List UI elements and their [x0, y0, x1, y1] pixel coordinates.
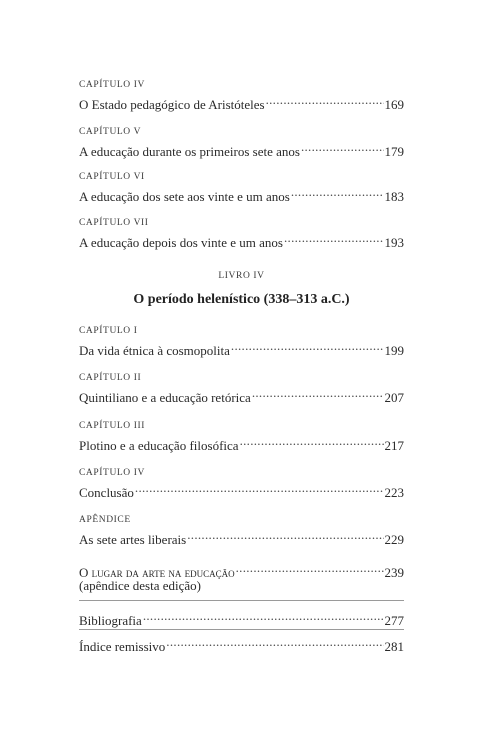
chapter-label: CAPÍTULO II	[79, 373, 142, 383]
chapter-title: Quintiliano e a educação retórica	[79, 390, 251, 405]
chapter-label: CAPÍTULO IV	[79, 80, 145, 90]
table-of-contents	[79, 0, 404, 753]
toc-line	[79, 138, 404, 159]
page-number: 281	[384, 639, 404, 654]
essay-subtitle: (apêndice desta edição)	[79, 578, 201, 593]
page-number: 223	[384, 485, 404, 500]
chapter-label: CAPÍTULO VI	[79, 172, 145, 182]
chapter-title: A educação depois dos vinte e um anos	[79, 235, 283, 250]
toc-entry	[79, 325, 404, 358]
toc-line	[79, 479, 404, 500]
dot-leader	[236, 559, 384, 577]
book-title: O período helenístico (338–313 a.C.)	[133, 292, 350, 307]
page-number: 277	[384, 613, 404, 628]
toc-entry-index	[79, 633, 404, 654]
toc-line	[79, 559, 404, 580]
chapter-label: CAPÍTULO III	[79, 421, 146, 431]
page-number: 179	[384, 144, 404, 159]
dot-leader	[231, 337, 384, 355]
dot-leader	[284, 229, 384, 247]
toc-line	[79, 91, 404, 112]
chapter-title: A educação dos sete aos vinte e um anos	[79, 189, 290, 204]
divider	[79, 629, 404, 630]
chapter-label: CAPÍTULO V	[79, 127, 142, 137]
toc-entry	[79, 126, 404, 159]
toc-entry	[79, 467, 404, 500]
appendix-title: As sete artes liberais	[79, 532, 187, 547]
dot-leader	[135, 479, 384, 497]
bibliography-title: Bibliografia	[79, 613, 142, 628]
chapter-title: O Estado pedagógico de Aristóteles	[79, 97, 265, 112]
toc-line	[79, 526, 404, 547]
toc-line	[79, 607, 404, 628]
chapter-title: A educação durante os primeiros sete anos	[79, 144, 300, 159]
page-number: 207	[384, 390, 404, 405]
chapter-title: Da vida étnica à cosmopolita	[79, 343, 230, 358]
page-number: 239	[384, 565, 404, 580]
toc-line	[79, 337, 404, 358]
chapter-title: Plotino e a educação filosófica	[79, 438, 239, 453]
page-number: 229	[384, 532, 404, 547]
page-number: 183	[384, 189, 404, 204]
dot-leader	[291, 183, 384, 201]
dot-leader	[240, 432, 384, 450]
toc-entry	[79, 79, 404, 112]
dot-leader	[301, 138, 384, 156]
toc-line	[79, 633, 404, 654]
index-title: Índice remissivo	[79, 639, 166, 654]
toc-entry-appendix	[79, 514, 404, 547]
appendix-label: APÊNDICE	[79, 515, 131, 525]
page-number: 193	[384, 235, 404, 250]
toc-entry-bibliography	[79, 607, 404, 628]
dot-leader	[166, 633, 383, 651]
dot-leader	[252, 384, 384, 402]
toc-line	[79, 183, 404, 204]
chapter-label: CAPÍTULO IV	[79, 468, 145, 478]
page-number: 169	[384, 97, 404, 112]
divider	[79, 600, 404, 601]
toc-line	[79, 432, 404, 453]
toc-entry	[79, 171, 404, 204]
chapter-label: CAPÍTULO VII	[79, 218, 149, 228]
toc-line	[79, 229, 404, 250]
book-label: LIVRO IV	[218, 271, 265, 281]
chapter-label: CAPÍTULO I	[79, 326, 138, 336]
essay-title: O lugar da arte na educação	[79, 565, 235, 580]
toc-line	[79, 384, 404, 405]
dot-leader	[187, 526, 383, 544]
chapter-title: Conclusão	[79, 485, 134, 500]
dot-leader	[143, 607, 384, 625]
toc-entry	[79, 372, 404, 405]
page-number: 199	[384, 343, 404, 358]
toc-entry-art-essay	[79, 559, 404, 595]
page-number: 217	[384, 438, 404, 453]
toc-entry	[79, 217, 404, 250]
dot-leader	[266, 91, 384, 109]
toc-entry	[79, 420, 404, 453]
